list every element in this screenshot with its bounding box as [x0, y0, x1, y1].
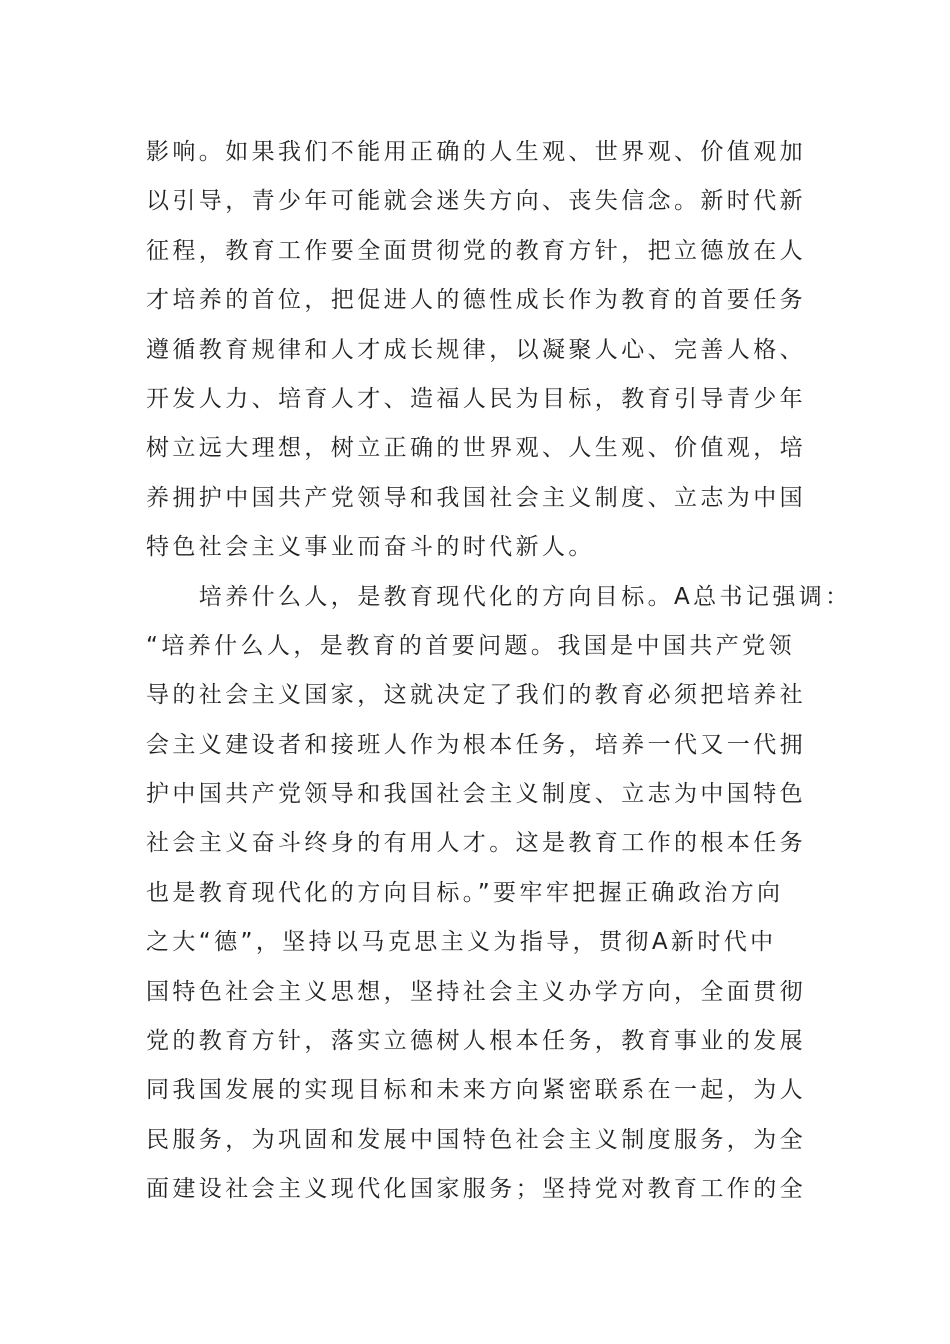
text-line: 同我国发展的实现目标和未来方向紧密联系在一起，为人: [146, 1077, 806, 1104]
text-line: 征程，教育工作要全面贯彻党的教育方针，把立德放在人: [146, 237, 806, 264]
text-line: 护中国共产党领导和我国社会主义制度、立志为中国特色: [146, 781, 806, 808]
text-line: 开发人力、培育人才、造福人民为目标，教育引导青少年: [146, 385, 806, 412]
text-line: 才培养的首位，把促进人的德性成长作为教育的首要任务: [146, 287, 806, 314]
text-line: 国特色社会主义思想，坚持社会主义办学方向，全面贯彻: [146, 978, 806, 1005]
text-line: 树立远大理想，树立正确的世界观、人生观、价值观，培: [146, 435, 806, 462]
text-line: 面建设社会主义现代化国家服务；坚持党对教育工作的全: [146, 1176, 806, 1203]
text-line: 遵循教育规律和人才成长规律，以凝聚人心、完善人格、: [146, 336, 806, 363]
text-line: 养拥护中国共产党领导和我国社会主义制度、立志为中国: [146, 484, 806, 511]
text-line: 党的教育方针，落实立德树人根本任务，教育事业的发展: [146, 1028, 806, 1055]
paragraph-start-line: 培养什么人，是教育现代化的方向目标。A总书记强调：: [146, 583, 852, 610]
text-line: 导的社会主义国家，这就决定了我们的教育必须把培养社: [146, 682, 806, 709]
text-line: 特色社会主义事业而奋斗的时代新人。: [146, 534, 595, 561]
text-line: 之大“德”，坚持以马克思主义为指导，贯彻A新时代中: [146, 929, 777, 956]
text-line: 会主义建设者和接班人作为根本任务，培养一代又一代拥: [146, 731, 806, 758]
text-line: “培养什么人，是教育的首要问题。我国是中国共产党领: [146, 632, 795, 659]
text-line: 影响。如果我们不能用正确的人生观、世界观、价值观加: [146, 139, 806, 165]
text-line: 也是教育现代化的方向目标。”要牢牢把握正确政治方向: [146, 879, 784, 906]
body-text: [146, 128, 852, 1215]
text-line: 社会主义奋斗终身的有用人才。这是教育工作的根本任务: [146, 830, 806, 857]
text-line: 民服务，为巩固和发展中国特色社会主义制度服务，为全: [146, 1126, 806, 1153]
text-line: 以引导，青少年可能就会迷失方向、丧失信念。新时代新: [146, 188, 806, 215]
